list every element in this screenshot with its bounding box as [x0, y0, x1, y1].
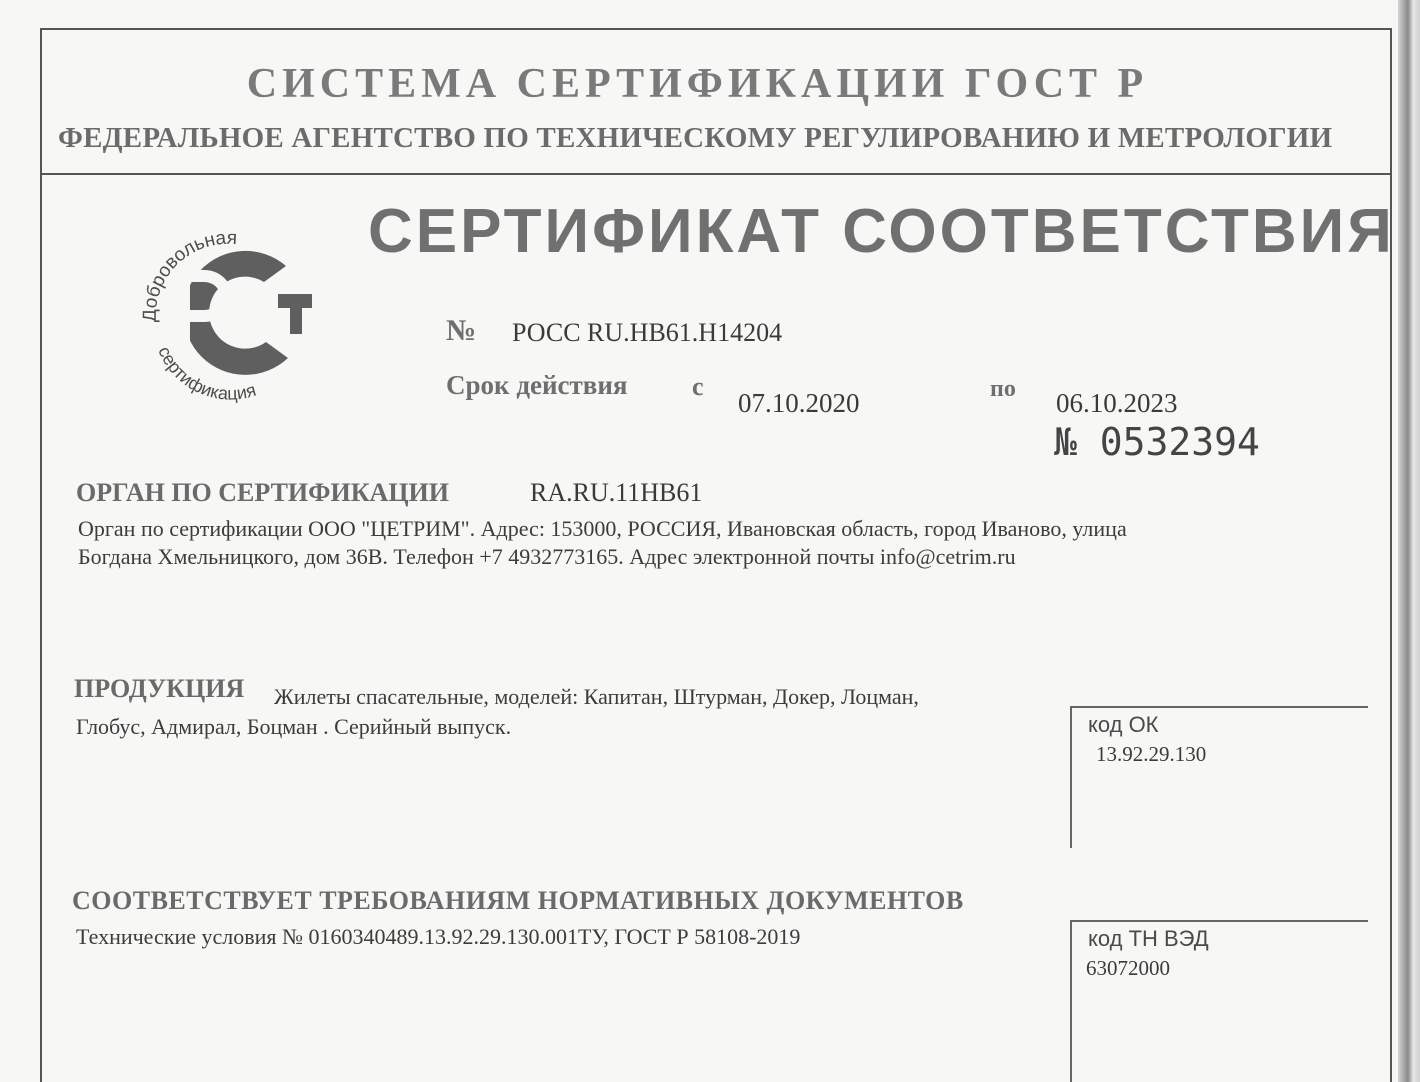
- tnved-code-label: код ТН ВЭД: [1088, 926, 1209, 951]
- validity-to-label: по: [990, 376, 1016, 402]
- frame-right-line: [1390, 28, 1392, 1082]
- number-label: №: [446, 314, 477, 347]
- certification-body-line2: Богдана Хмельницкого, дом 36В. Телефон +7 4932773165. Адрес электронной почты info@cetrim.ru: [78, 544, 1016, 569]
- certificate-title: СЕРТИФИКАТ СООТВЕТСТВИЯ: [368, 197, 1395, 266]
- ok-code-box: [1070, 706, 1368, 848]
- products-line1: Жилеты спасательные, моделей: Капитан, Штурман, Докер, Лоцман,: [274, 684, 919, 709]
- certification-body-label: ОРГАН ПО СЕРТИФИКАЦИИ: [76, 478, 450, 507]
- ok-code-value: 13.92.29.130: [1096, 742, 1207, 766]
- certification-body-line1: Орган по сертификации ООО "ЦЕТРИМ". Адрес: 153000, РОССИЯ, Ивановская область, город Иваново, улица: [78, 516, 1127, 541]
- rst-logo: [128, 210, 328, 410]
- validity-from-label: с: [692, 372, 704, 401]
- logo-top-text: Добровольная: [139, 227, 238, 323]
- certificate-number: РОСС RU.HB61.H14204: [512, 318, 783, 347]
- validity-to-date: 06.10.2023: [1056, 388, 1178, 418]
- validity-label: Срок действия: [446, 370, 628, 400]
- compliance-label: СООТВЕТСТВУЕТ ТРЕБОВАНИЯМ НОРМАТИВНЫХ ДОКУМЕНТОВ: [72, 886, 964, 915]
- frame-left-line: [40, 28, 42, 1082]
- rst-voluntary-certification-logo-icon: [128, 210, 328, 410]
- scan-edge: [1398, 0, 1420, 1082]
- compliance-line1: Технические условия № 0160340489.13.92.29.130.001ТУ, ГОСТ Р 58108-2019: [76, 924, 801, 949]
- header-divider: [40, 173, 1392, 175]
- logo-bottom-text: сертификация: [154, 343, 259, 404]
- products-label: ПРОДУКЦИЯ: [74, 674, 245, 703]
- tnved-code-value: 63072000: [1086, 956, 1170, 980]
- system-title: СИСТЕМА СЕРТИФИКАЦИИ ГОСТ Р: [246, 61, 1149, 107]
- certification-body-code: RA.RU.11HB61: [530, 478, 703, 507]
- tnved-code-box: [1070, 920, 1368, 1082]
- ok-code-label: код ОК: [1088, 712, 1159, 737]
- products-line2: Глобус, Адмирал, Боцман . Серийный выпуск.: [76, 714, 512, 739]
- frame-top-line: [40, 28, 1392, 30]
- validity-from-date: 07.10.2020: [738, 388, 860, 418]
- blank-serial-number: № 0532394: [1054, 420, 1260, 464]
- agency-title: ФЕДЕРАЛЬНОЕ АГЕНТСТВО ПО ТЕХНИЧЕСКОМУ РЕГУЛИРОВАНИЮ И МЕТРОЛОГИИ: [58, 122, 1333, 154]
